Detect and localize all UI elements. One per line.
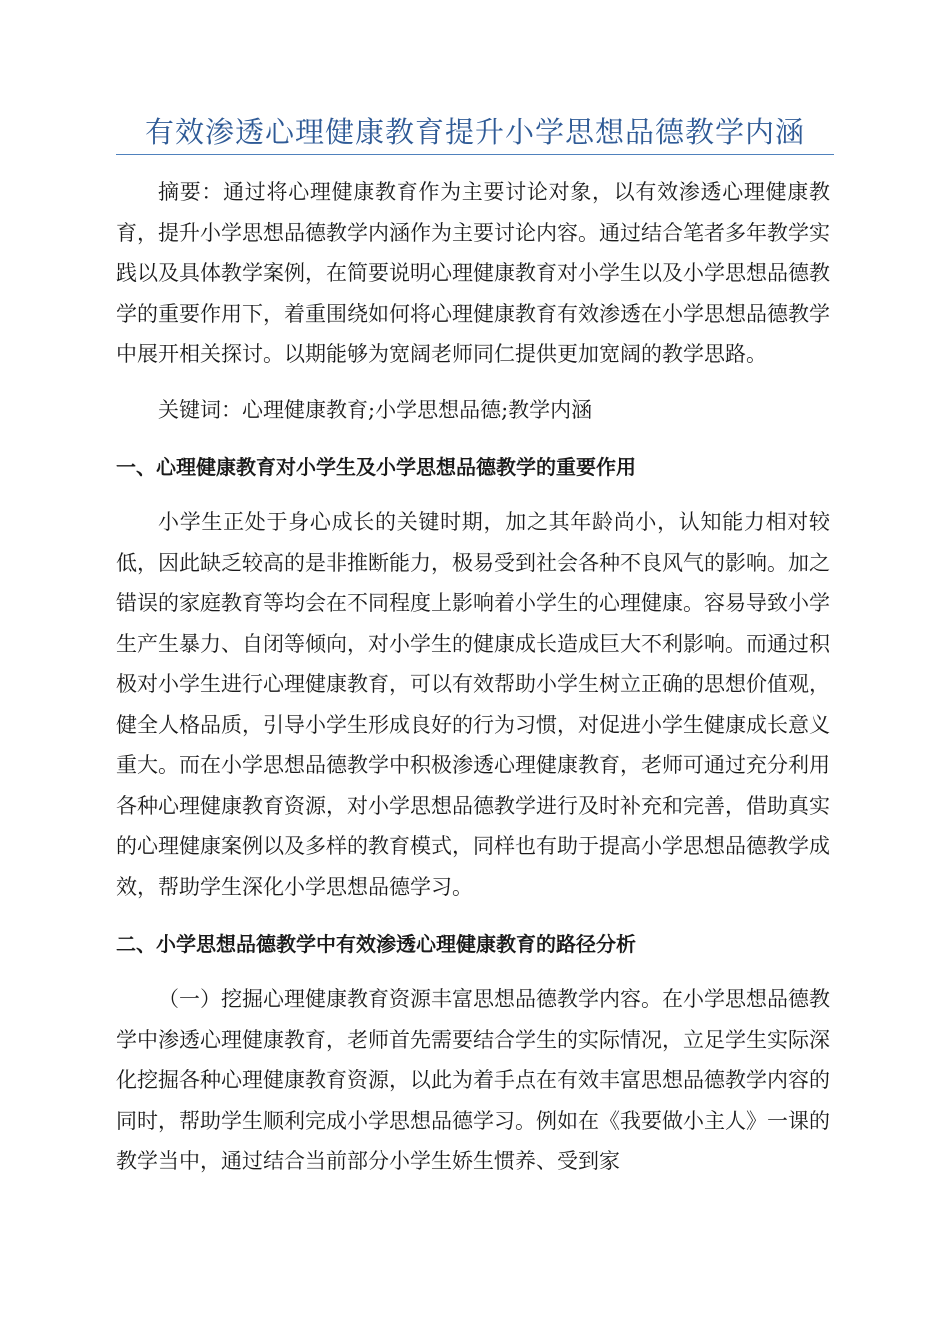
section-heading-1: 一、心理健康教育对小学生及小学思想品德教学的重要作用 — [116, 455, 636, 479]
section-paragraph-2: （一）挖掘心理健康教育资源丰富思想品德教学内容。在小学思想品德教学中渗透心理健康教育，老师首先需要结合学生的实际情况，立足学生实际深化挖掘各种心理健康教育资源，以此为着手点在有效丰富思想品德教学内容的同时，帮助学生顺利完成小学思想品德学习。例如在《我要做小主人》一课的教学当中，通过结合当前部分小学生娇生惯养、受到家 — [116, 987, 830, 1173]
document-body — [116, 172, 830, 1182]
spacer — [116, 907, 830, 924]
spacer — [116, 487, 830, 502]
abstract-paragraph: 摘要：通过将心理健康教育作为主要讨论对象，以有效渗透心理健康教育，提升小学思想品德教学内涵作为主要讨论内容。通过结合笔者多年教学实践以及具体教学案例，在简要说明心理健康教育对小学生以及小学思想品德教学的重要作用下，着重围绕如何将心理健康教育有效渗透在小学思想品德教学中展开相关探讨。以期能够为宽阔老师同仁提供更加宽阔的教学思路。 — [116, 180, 830, 366]
spacer — [116, 964, 830, 979]
spacer — [116, 430, 830, 447]
section-paragraph-1: 小学生正处于身心成长的关键时期，加之其年龄尚小，认知能力相对较低，因此缺乏较高的是非推断能力，极易受到社会各种不良风气的影响。加之错误的家庭教育等均会在不同程度上影响着小学生的心理健康。容易导致小学生产生暴力、自闭等倾向，对小学生的健康成长造成巨大不利影响。而通过积极对小学生进行心理健康教育，可以有效帮助小学生树立正确的思想价值观，健全人格品质，引导小学生形成良好的行为习惯，对促进小学生健康成长意义重大。而在小学思想品德教学中积极渗透心理健康教育，老师可通过充分利用各种心理健康教育资源，对小学思想品德教学进行及时补充和完善，借助真实的心理健康案例以及多样的教育模式，同样也有助于提高小学思想品德教学成效，帮助学生深化小学思想品德学习。 — [116, 510, 830, 899]
document-title: 有效渗透心理健康教育提升小学思想品德教学内涵 — [144, 115, 805, 149]
spacer — [116, 375, 830, 390]
title-underline — [116, 154, 834, 155]
keywords-paragraph: 关键词：心理健康教育;小学思想品德;教学内涵 — [158, 397, 593, 422]
section-heading-2: 二、小学思想品德教学中有效渗透心理健康教育的路径分析 — [116, 932, 636, 956]
